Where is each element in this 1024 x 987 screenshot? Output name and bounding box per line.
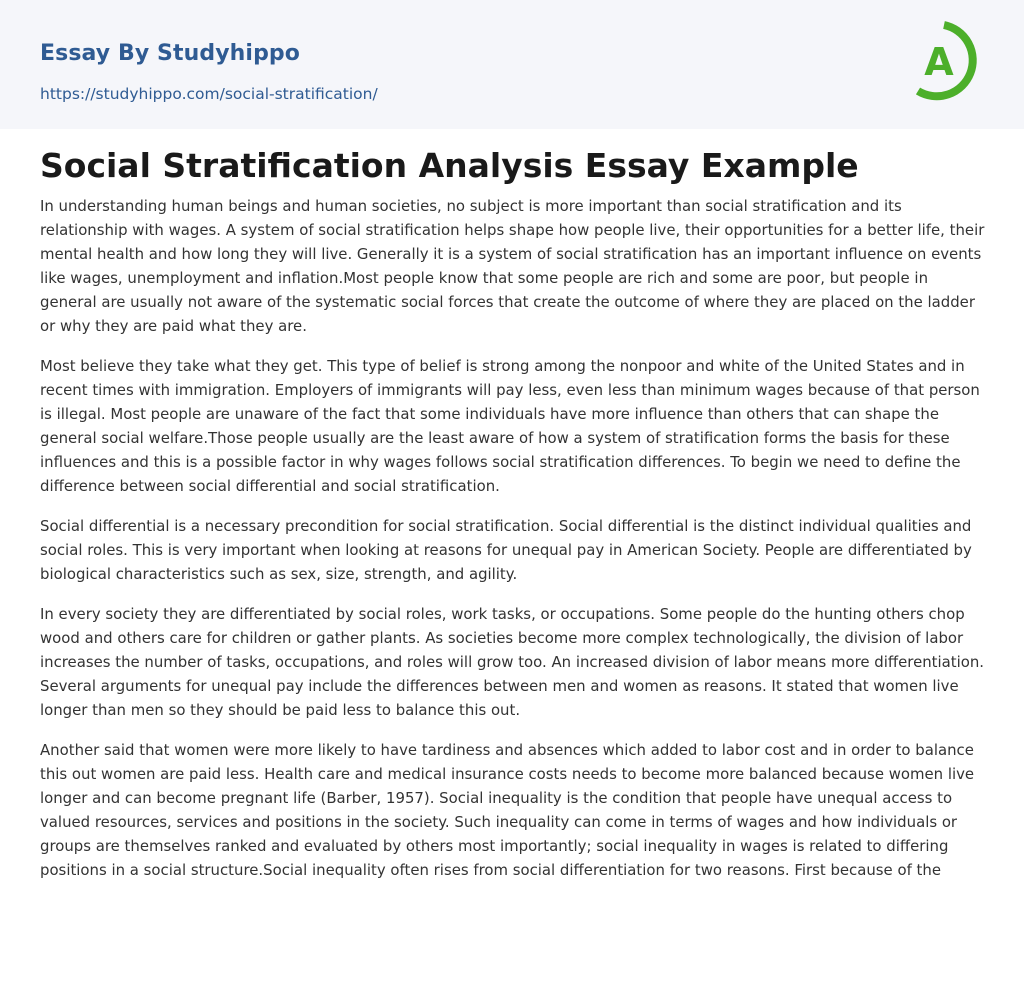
- page-url-link[interactable]: https://studyhippo.com/social-stratification/: [40, 85, 378, 103]
- article-paragraph: In every society they are differentiated by social roles, work tasks, or occupations. Some people do the hunting others chop wood and others care for children or gather plants. As societies become more complex technologically, the division of labor increases the number of tasks, occupations, and roles will grow too. An increased division of labor means more differentiation. Several arguments for unequal pay include the differences between men and women as reasons. It stated that women live longer than men so they should be paid less to balance this out.: [40, 605, 985, 719]
- article-paragraph: Most believe they take what they get. This type of belief is strong among the nonpoor and white of the United States and in recent times with immigration. Employers of immigrants will pay less, even less than minimum wages because of that person is illegal. Most people are unaware of the fact that some individuals have more influence than others that can shape the general social welfare.Those people usually are the least aware of how a system of stratification forms the basis for these influences and this is a possible factor in why wages follows social stratification differences. To begin we need to define the difference between social differential and social stratification.: [40, 357, 980, 495]
- studyhippo-logo-icon[interactable]: [912, 19, 986, 105]
- logo-letter: A: [924, 40, 954, 84]
- article-paragraph: In understanding human beings and human societies, no subject is more important than social stratification and its relationship with wages. A system of social stratification helps shape how people live, their opportunities for a better life, their mental health and how long they will live. Generally it is a system of social stratification has an important influence on events like wages, unemployment and inflation.Most people know that some people are rich and some are poor, but people in general are usually not aware of the systematic social forces that create the outcome of where they are placed on the ladder or why they are paid what they are.: [40, 197, 985, 335]
- site-brand[interactable]: Essay By Studyhippo: [40, 41, 300, 66]
- site-header: [0, 0, 1024, 129]
- article-body: [40, 194, 986, 898]
- article-title: Social Stratification Analysis Essay Example: [40, 146, 859, 185]
- article-paragraph: Another said that women were more likely to have tardiness and absences which added to labor cost and in order to balance this out women are paid less. Health care and medical insurance costs needs to become more balanced because women live longer and can become pregnant life (Barber, 1957). Social inequality is the condition that people have unequal access to valued resources, services and positions in the society. Such inequality can come in terms of wages and how individuals or groups are themselves ranked and evaluated by others most importantly; social inequality in wages is related to differing positions in a social structure.Social inequality often rises from social differentiation for two reasons. First because of the: [40, 741, 975, 879]
- article-paragraph: Social differential is a necessary precondition for social stratification. Social differential is the distinct individual qualities and social roles. This is very important when looking at reasons for unequal pay in American Society. People are differentiated by biological characteristics such as sex, size, strength, and agility.: [40, 517, 972, 583]
